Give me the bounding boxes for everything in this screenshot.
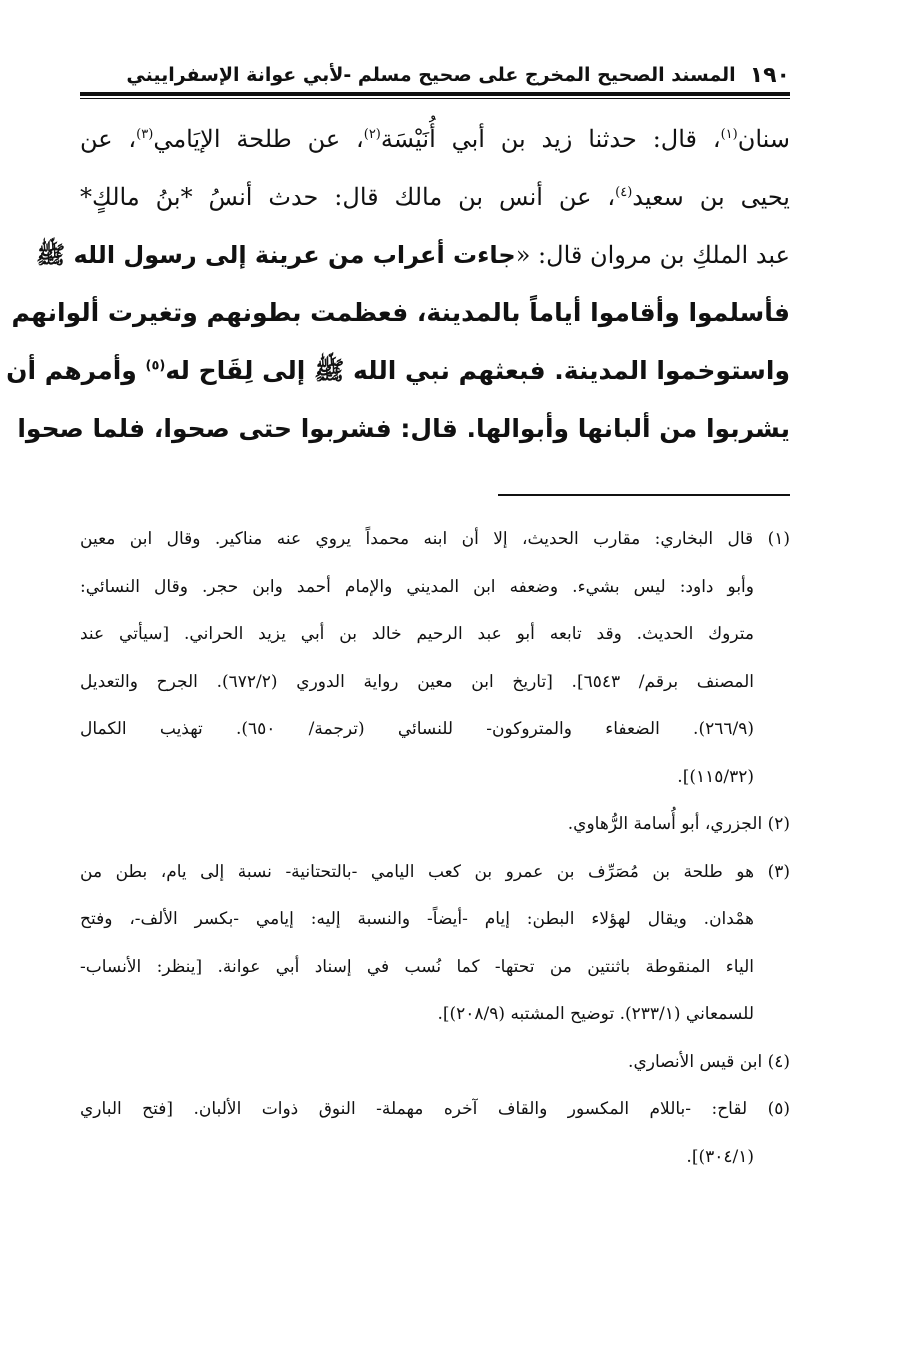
main-line: يشربوا من ألبانها وأبوالها. قال: فشربوا حتى صحوا، فلما صحوا (17, 414, 790, 443)
running-title: المسند الصحيح المخرج على صحيح مسلم -لأبي عوانة الإسفراييني (126, 64, 736, 86)
footnote-2: (٢) الجزري، أبو أُسامة الرُّهاوي. (567, 814, 790, 834)
footnote-1: (١) قال البخاري: مقارب الحديث، إلا أن ابنه محمداً يروي عنه مناكير. وقال ابن معين وأبو داود: ليس بشيء. وضعفه ابن المديني والإمام أحمد وابن حجر. وقال النسائي: متروك الحديث. وقد تابعه أبو عبد الرحيم خالد بن أبي يزيد الحراني. [سيأتي عند المصنف برقم/ ٦٥٤٣]. [تاريخ ابن معين رواية الدوري (٦٧٢/٢). الجرح والتعديل (٢٦٦/٩). الضعفاء والمتروكون- للنسائي (ترجمة/ ٦٥٠). تهذيب الكمال (١١٥/٣٢)]. (80, 529, 790, 787)
main-line: عبد الملكِ بن مروان قال: «جاءت أعراب من عرينة إلى رسول الله ﷺ (36, 241, 790, 269)
header-rule-thick (80, 92, 790, 96)
footnote-3: (٣) هو طلحة بن مُصَرِّف بن عمرو بن كعب اليامي -بالتحتانية- نسبة إلى يام، بطن من همْدان. ويقال لهؤلاء البطن: إيام -أيضاً- والنسبة إليه: إيامي -بكسر الألف-، وفتح الياء المنقوطة باثنتين من تحتها- كما نُسب في إسناد أبي عوانة. [ينظر: الأنساب- للسمعاني (٢٣٣/١). توضيح المشتبه (٢٠٨/٩)]. (80, 861, 790, 1024)
main-line: سنان$^{(١)}$، قال: حدثنا زيد بن أبي أُنَيْسَة$^{(٢)}$، عن طلحة الإيَامي$^{(٣)}$، عن (80, 125, 791, 153)
footnote-4: (٤) ابن قيس الأنصاري. (628, 1051, 790, 1072)
main-line: فأسلموا وأقاموا أياماً بالمدينة، فعظمت بطونهم وتغيرت ألوانهم (11, 298, 790, 327)
footnote-separator (498, 494, 790, 496)
main-line: يحيى بن سعيد$^{(٤)}$، عن أنس بن مالك قال: حدث أنسُ *بنُ مالكٍ* (80, 183, 790, 211)
footnote-5: (٥) لقاح: -باللام المكسور والقاف آخره مهملة- النوق ذوات الألبان. [فتح الباري (٣٠٤/١)]. (80, 1099, 790, 1167)
main-text (6, 110, 791, 458)
header-rule-thin (80, 98, 790, 99)
main-line: واستوخموا المدينة. فبعثهم نبي الله ﷺ إلى لِقَاح له$^{(٥)}$ وأمرهم أن (6, 356, 790, 385)
page-number: ١٩٠ (749, 62, 790, 88)
footnotes (80, 516, 790, 1181)
running-header (80, 58, 790, 92)
